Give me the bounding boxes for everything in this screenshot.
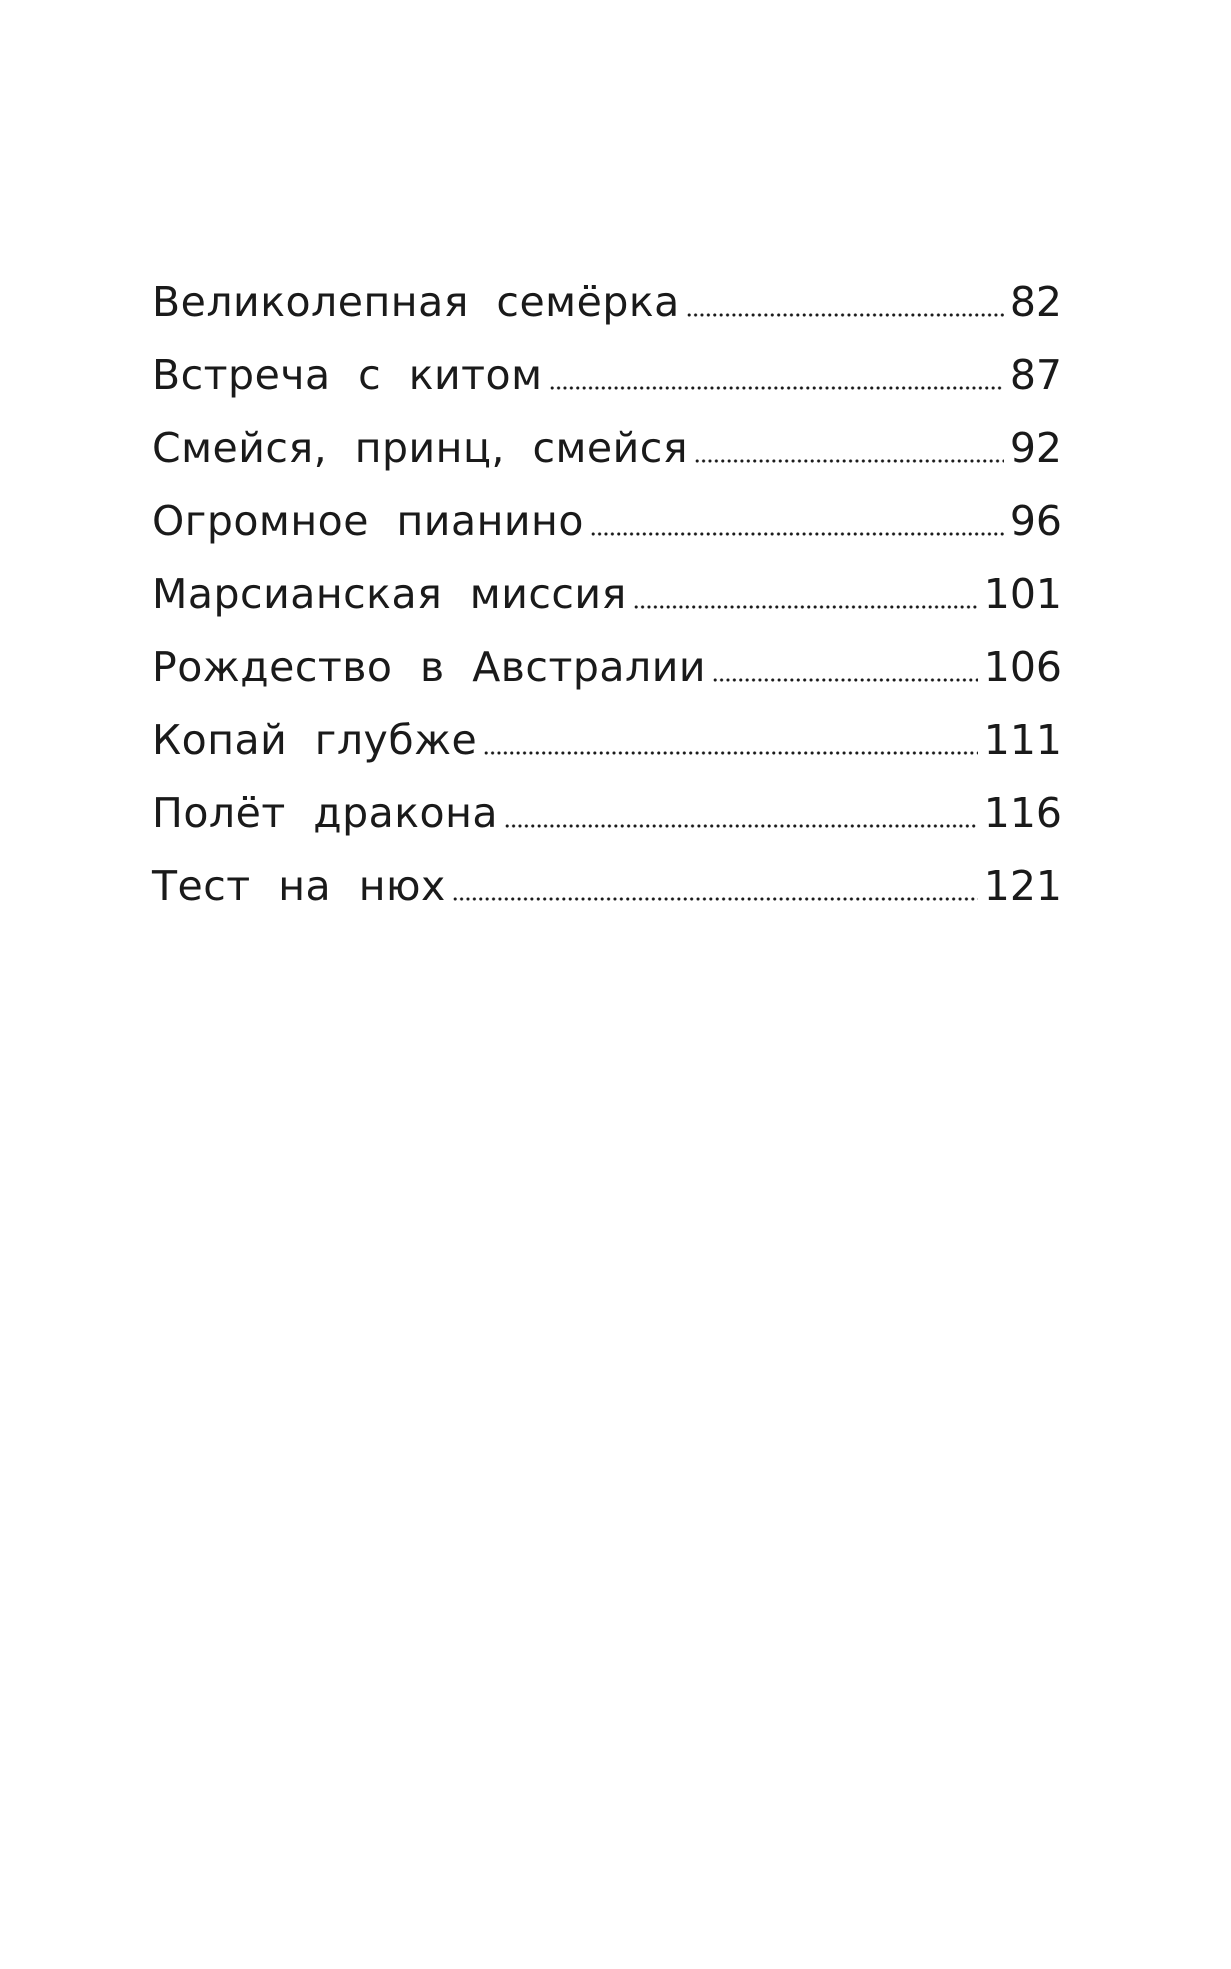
toc-entry-title: Тест на нюх xyxy=(152,862,446,910)
dot-leader xyxy=(633,594,978,610)
toc-entry-title: Встреча с китом xyxy=(152,351,543,399)
toc-entry-title: Рождество в Австралии xyxy=(152,643,707,691)
dot-leader xyxy=(452,886,978,902)
toc-entry-page: 121 xyxy=(983,862,1062,910)
toc-entry-page: 106 xyxy=(983,643,1062,691)
dot-leader xyxy=(483,740,977,756)
toc-entry-title: Великолепная семёрка xyxy=(152,278,680,326)
toc-entry-page: 96 xyxy=(1009,497,1062,545)
toc-entry-page: 111 xyxy=(983,716,1062,764)
toc-entry-title: Марсианская миссия xyxy=(152,570,627,618)
toc-entry-page: 82 xyxy=(1009,278,1062,326)
toc-entry[interactable] xyxy=(152,339,1062,412)
toc-entry-page: 87 xyxy=(1009,351,1062,399)
dot-leader xyxy=(712,667,978,683)
dot-leader xyxy=(549,375,1004,391)
toc-entry-page: 101 xyxy=(983,570,1062,618)
dot-leader xyxy=(694,448,1004,464)
toc-entry[interactable] xyxy=(152,558,1062,631)
toc-entry[interactable] xyxy=(152,412,1062,485)
table-of-contents xyxy=(152,266,1062,923)
toc-entry-page: 116 xyxy=(983,789,1062,837)
toc-entry-title: Смейся, принц, смейся xyxy=(152,424,689,472)
toc-entry[interactable] xyxy=(152,777,1062,850)
toc-entry[interactable] xyxy=(152,485,1062,558)
toc-entry-title: Полёт дракона xyxy=(152,789,499,837)
toc-entry[interactable] xyxy=(152,850,1062,923)
dot-leader xyxy=(686,302,1004,318)
toc-entry-title: Копай глубже xyxy=(152,716,478,764)
toc-entry-title: Огромное пианино xyxy=(152,497,584,545)
dot-leader xyxy=(590,521,1004,537)
dot-leader xyxy=(504,813,978,829)
toc-entry[interactable] xyxy=(152,631,1062,704)
toc-entry-page: 92 xyxy=(1009,424,1062,472)
toc-entry[interactable] xyxy=(152,704,1062,777)
toc-entry[interactable] xyxy=(152,266,1062,339)
